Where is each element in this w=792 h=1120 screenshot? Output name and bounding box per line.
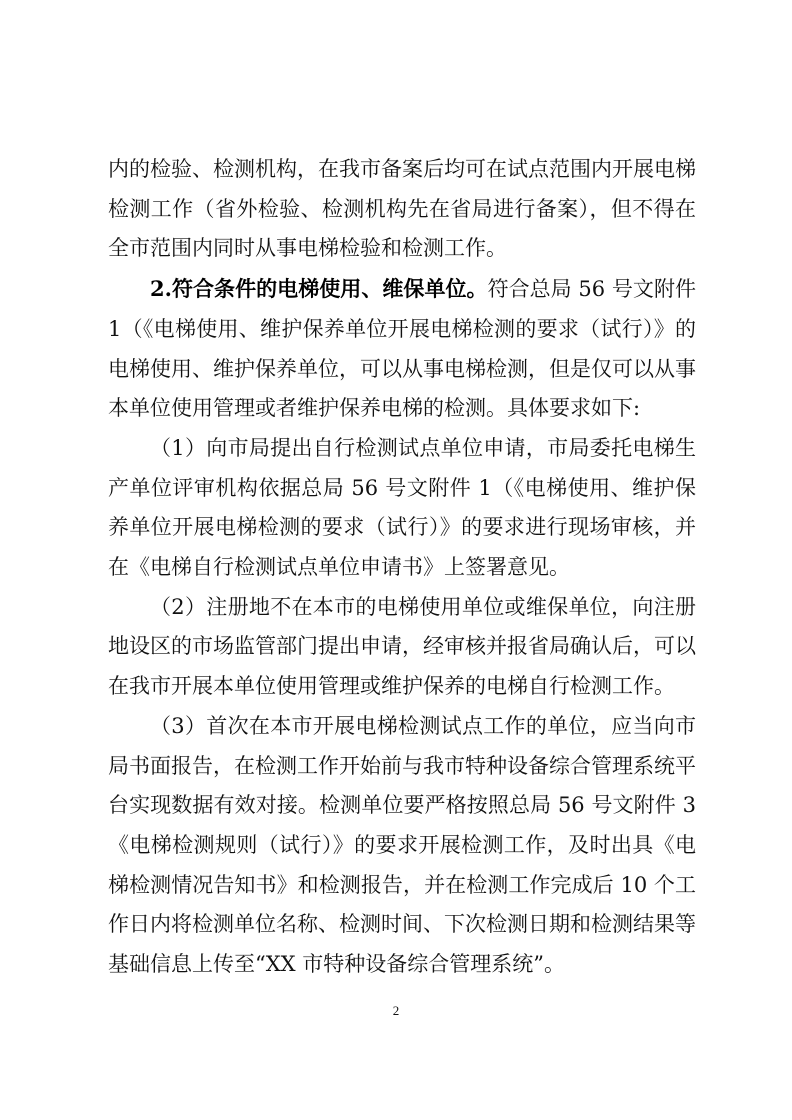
paragraph-text: 符合总局 56 号文附件 1（《电梯使用、维护保养单位开展电梯检测的要求（试行）》的电梯使用、维护保养单位，可以从事电梯检测，但是仅可以从事本单位使用管理或者维护保养电梯的检测。具体要求如下: — [108, 277, 696, 421]
paragraph-item-2 — [108, 588, 696, 707]
paragraph-item-1 — [108, 429, 696, 588]
section-heading: 2.符合条件的电梯使用、维保单位。 — [150, 276, 488, 302]
paragraph-text: （2）注册地不在本市的电梯使用单位或维保单位，向注册地设区的市场监管部门提出申请，经审核并报省局确认后，可以在我市开展本单位使用管理或维护保养的电梯自行检测工作。 — [108, 594, 696, 699]
paragraph-item-3 — [108, 707, 696, 985]
document-body — [108, 150, 696, 985]
paragraph-text: （3）首次在本市开展电梯检测试点工作的单位，应当向市局书面报告，在检测工作开始前与我市特种设备综合管理系统平台实现数据有效对接。检测单位要严格按照总局 56 号文附件 3《电梯检测规则（试行）》的要求开展检测工作，及时出具《电梯检测情况告知书》和检测报告，并在检测工作完成后 10 个工作日内将检测单位名称、检测时间、下次检测日期和检测结果等基础信息上传至“XX 市特种设备综合管理系统”。 — [108, 713, 696, 977]
paragraph-text: （1）向市局提出自行检测试点单位申请，市局委托电梯生产单位评审机构依据总局 56 号文附件 1（《电梯使用、维护保养单位开展电梯检测的要求（试行）》的要求进行现场审核，并在《电梯自行检测试点单位申请书》上签署意见。 — [108, 435, 696, 580]
page-number: 2 — [392, 1003, 400, 1018]
paragraph-section-2 — [108, 269, 696, 429]
paragraph-continuation — [108, 150, 696, 269]
paragraph-text: 内的检验、检测机构，在我市备案后均可在试点范围内开展电梯检测工作（省外检验、检测机构先在省局进行备案），但不得在全市范围内同时从事电梯检验和检测工作。 — [108, 157, 696, 261]
